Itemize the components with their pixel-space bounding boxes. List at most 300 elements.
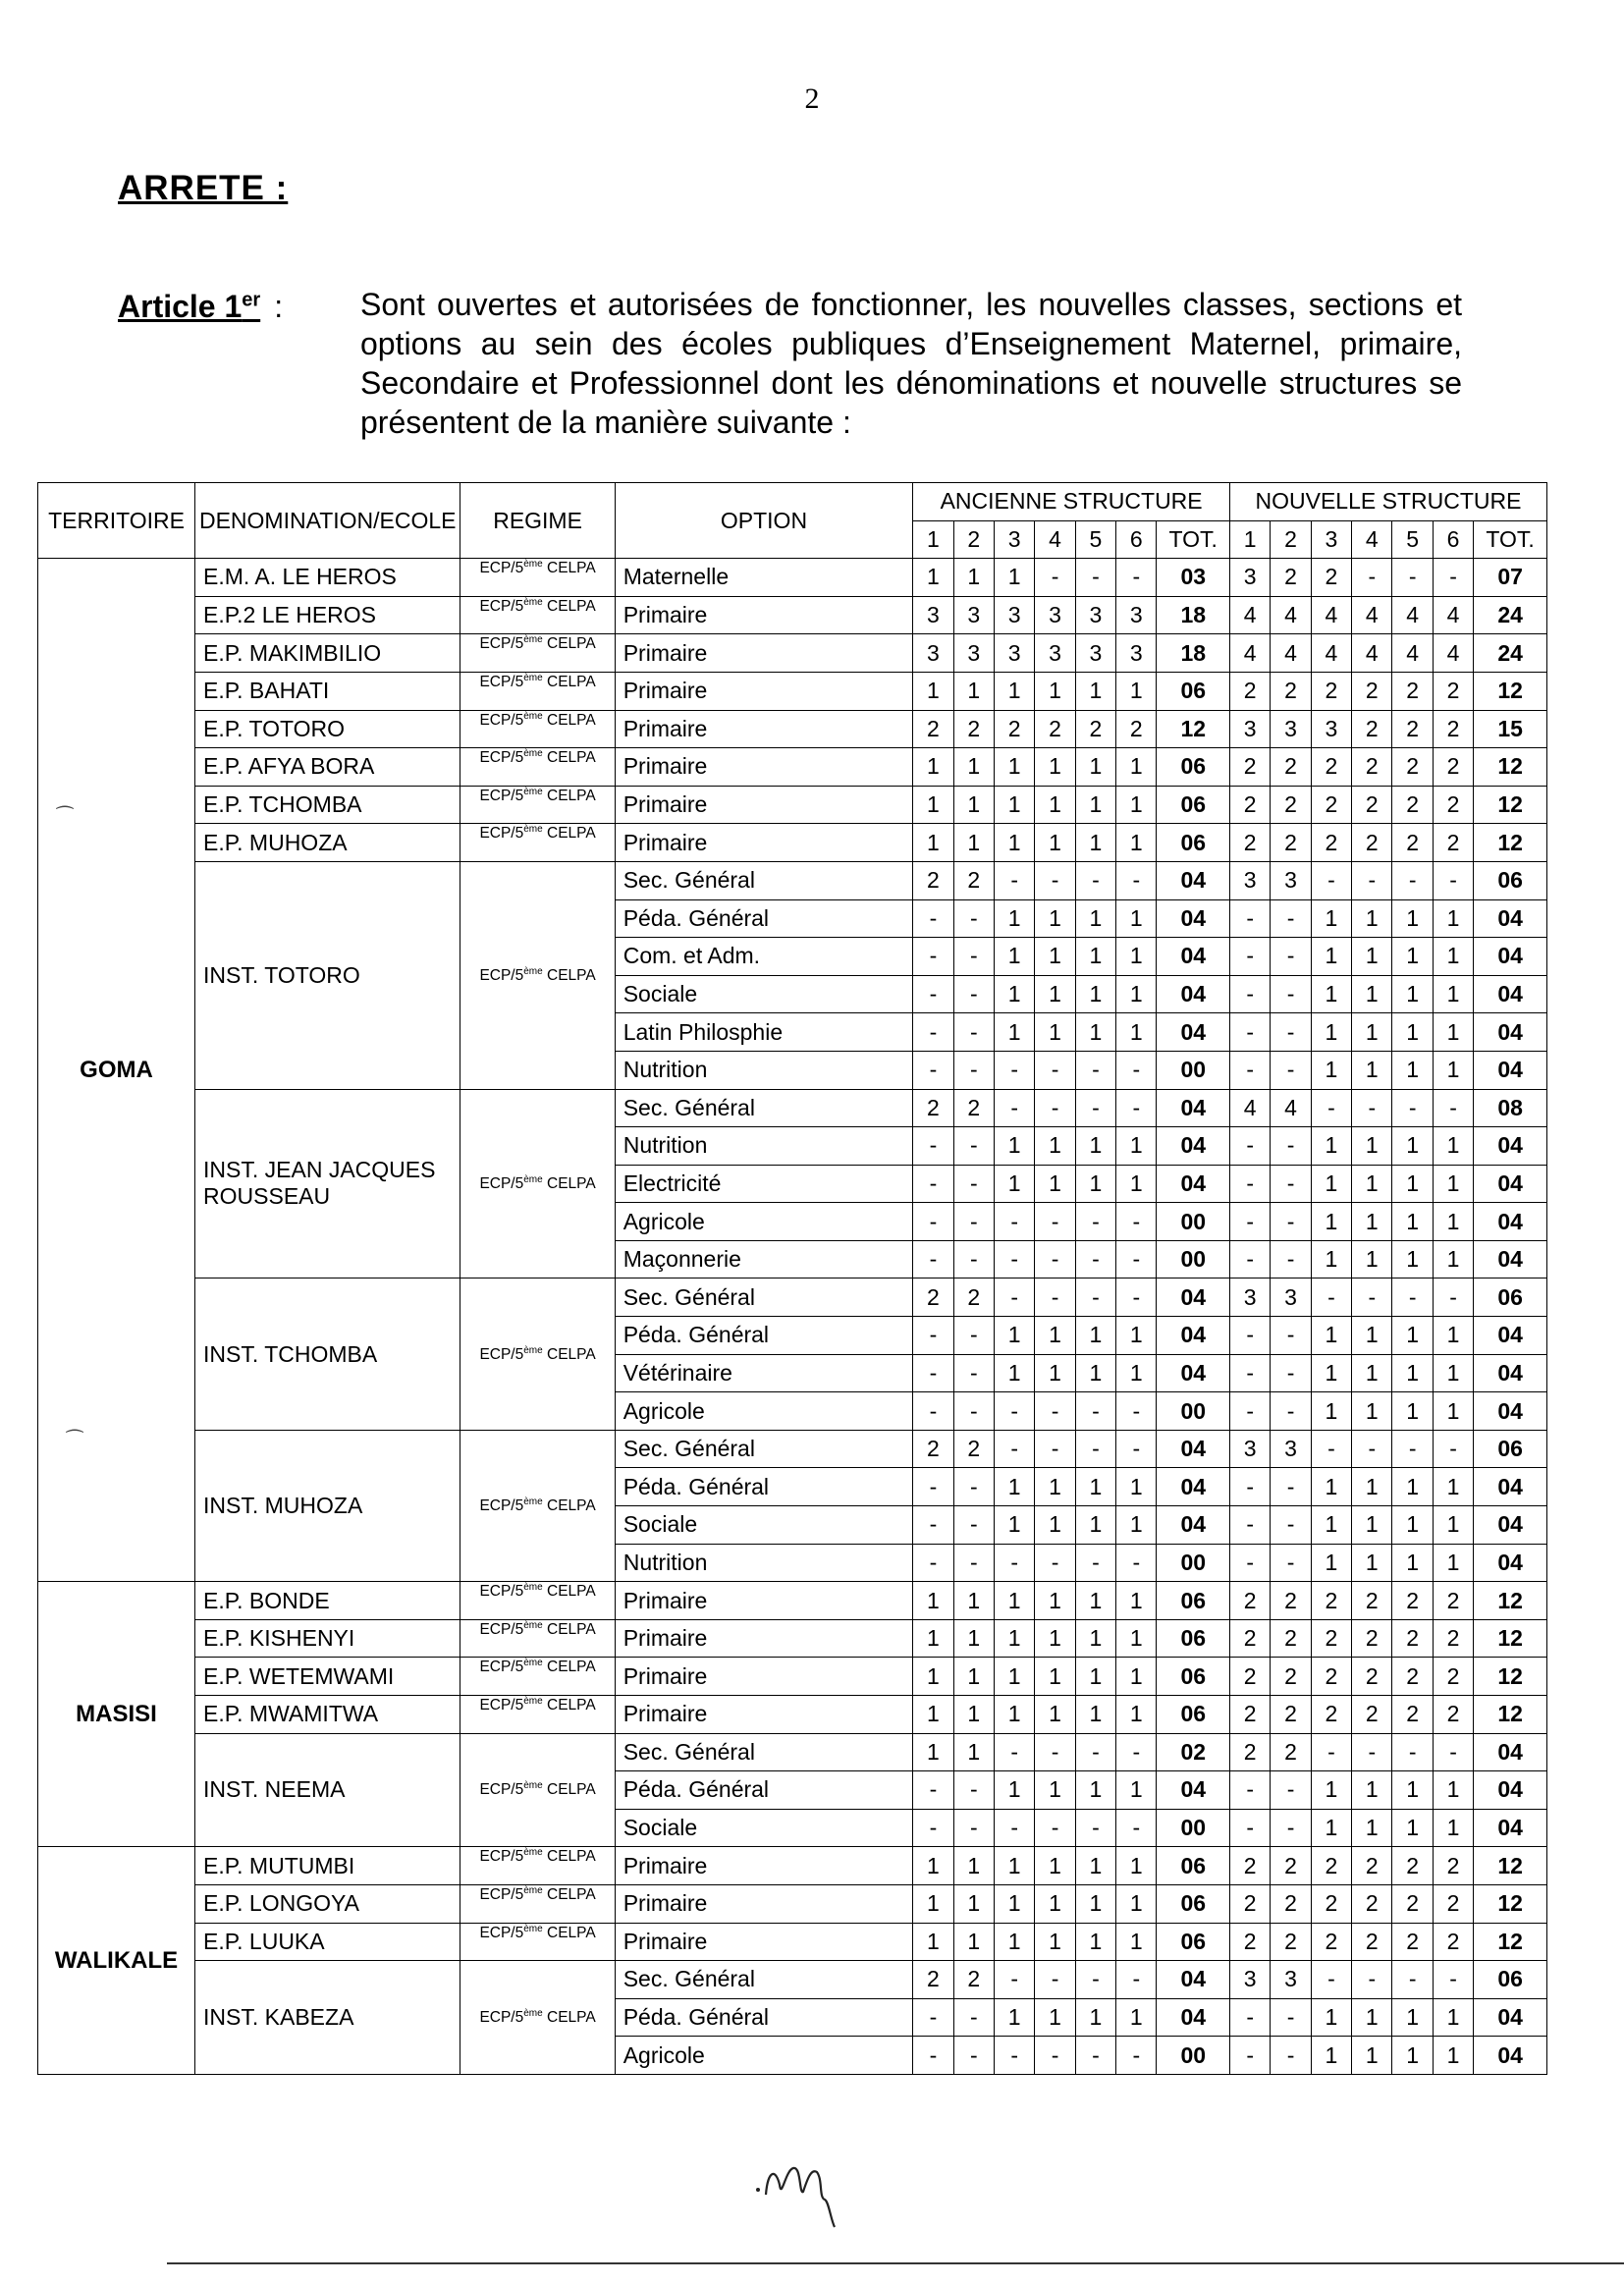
table-row [38,1089,1547,1127]
old-class-cell: 1 [1035,975,1075,1013]
new-class-cell: 2 [1352,672,1392,710]
old-class-cell: - [953,975,994,1013]
old-class-cell: 1 [994,1847,1034,1885]
new-class-cell: 1 [1311,1051,1351,1089]
new-class-cell: 2 [1311,1696,1351,1734]
old-class-cell: - [913,1240,953,1279]
school-name-line: E.P. WETEMWAMI [203,1662,395,1689]
old-class-cell: 1 [1075,1771,1115,1810]
old-class-cell: 1 [913,1847,953,1885]
new-class-cell: - [1433,1430,1473,1468]
new-class-cell: 1 [1433,1392,1473,1431]
new-class-cell: 2 [1433,824,1473,862]
new-class-cell: - [1271,2037,1311,2075]
old-total-cell: 04 [1157,1506,1230,1545]
new-class-cell: - [1271,975,1311,1013]
new-class-cell: 1 [1433,1544,1473,1582]
new-class-cell: 2 [1271,1847,1311,1885]
regime-sup: ème [523,748,543,760]
new-class-cell: 1 [1352,1468,1392,1506]
old-class-cell: - [1035,1544,1075,1582]
new-class-cell: 4 [1433,596,1473,634]
header-class-new: 1 [1229,520,1270,559]
new-class-cell: - [1229,1240,1270,1279]
page-number: 2 [804,82,820,115]
new-class-cell: 2 [1229,1582,1270,1620]
regime-suffix: CELPA [542,674,596,691]
old-class-cell: - [1116,1051,1157,1089]
new-class-cell: 2 [1229,748,1270,787]
old-class-cell: - [994,1089,1034,1127]
new-class-cell: - [1352,1733,1392,1771]
option-cell: Primaire [615,634,913,673]
new-class-cell: 2 [1271,672,1311,710]
new-class-cell: 2 [1392,786,1433,824]
new-class-cell: - [1392,1089,1433,1127]
old-class-cell: 1 [1116,672,1157,710]
new-class-cell: 2 [1271,1619,1311,1658]
new-total-cell: 04 [1474,1203,1547,1241]
new-class-cell: 1 [1392,1317,1433,1355]
old-class-cell: 1 [1075,1127,1115,1166]
new-class-cell: - [1229,1809,1270,1847]
old-class-cell: - [994,1240,1034,1279]
regime-sup: ème [523,1619,543,1631]
new-class-cell: 4 [1229,634,1270,673]
regime-suffix: CELPA [542,2009,596,2027]
new-class-cell: 2 [1271,824,1311,862]
old-class-cell: 1 [913,1923,953,1961]
new-class-cell: 2 [1311,1884,1351,1923]
old-total-cell: 04 [1157,1468,1230,1506]
old-class-cell: - [913,1317,953,1355]
old-total-cell: 04 [1157,1089,1230,1127]
new-class-cell: - [1229,1317,1270,1355]
new-class-cell: 2 [1392,1884,1433,1923]
territory-cell: MASISI [38,1582,195,1847]
old-class-cell: - [1116,1961,1157,1999]
new-class-cell: 4 [1271,634,1311,673]
old-total-cell: 04 [1157,1354,1230,1392]
new-class-cell: 1 [1392,1771,1433,1810]
header-class-old: 6 [1116,520,1157,559]
old-class-cell: 1 [1075,672,1115,710]
old-class-cell: 3 [953,596,994,634]
old-class-cell: 1 [1035,1658,1075,1696]
old-class-cell: 2 [953,861,994,899]
old-total-cell: 02 [1157,1733,1230,1771]
new-class-cell: 2 [1433,1619,1473,1658]
new-class-cell: 2 [1311,1923,1351,1961]
old-class-cell: - [994,1430,1034,1468]
new-class-cell: 3 [1229,710,1270,748]
old-class-cell: 1 [994,1506,1034,1545]
old-total-cell: 04 [1157,1013,1230,1052]
old-class-cell: - [953,899,994,938]
new-total-cell: 06 [1474,1279,1547,1317]
old-total-cell: 06 [1157,1884,1230,1923]
old-total-cell: 00 [1157,1203,1230,1241]
new-class-cell: 2 [1392,824,1433,862]
regime-sup: ème [523,824,543,836]
old-class-cell: - [1116,1203,1157,1241]
new-class-cell: 1 [1392,1240,1433,1279]
new-class-cell: 1 [1392,975,1433,1013]
option-cell: Péda. Général [615,899,913,938]
new-class-cell: 2 [1433,1923,1473,1961]
old-class-cell: - [1116,1089,1157,1127]
new-total-cell: 04 [1474,1354,1547,1392]
old-class-cell: - [994,2037,1034,2075]
old-class-cell: - [1035,1279,1075,1317]
new-class-cell: 1 [1352,1392,1392,1431]
old-class-cell: 1 [913,672,953,710]
old-class-cell: 1 [1075,1468,1115,1506]
option-cell: Sec. Général [615,861,913,899]
new-class-cell: - [1271,899,1311,938]
old-class-cell: 1 [913,1884,953,1923]
new-class-cell: 1 [1392,899,1433,938]
old-class-cell: - [1035,1733,1075,1771]
new-class-cell: 2 [1271,786,1311,824]
old-class-cell: 1 [994,1923,1034,1961]
margin-mark: ⁀ [67,1431,83,1452]
regime-cell [460,1847,615,1885]
regime-sup: ème [523,1582,543,1594]
old-class-cell: - [1075,1051,1115,1089]
article-label-sup: er [242,289,261,311]
new-total-cell: 04 [1474,1809,1547,1847]
old-class-cell: - [913,1998,953,2037]
new-class-cell: 3 [1229,1961,1270,1999]
old-class-cell: 1 [1035,1771,1075,1810]
old-class-cell: 1 [953,1847,994,1885]
new-class-cell: 1 [1392,1468,1433,1506]
new-class-cell: - [1311,1089,1351,1127]
new-class-cell: 2 [1392,1847,1433,1885]
regime-suffix: CELPA [542,1345,596,1363]
school-name-cell [195,1582,460,1620]
header-class-old: 3 [994,520,1034,559]
old-class-cell: - [913,975,953,1013]
old-class-cell: 1 [1035,1468,1075,1506]
option-cell: Primaire [615,1923,913,1961]
old-class-cell: 3 [1075,634,1115,673]
old-class-cell: 2 [913,1430,953,1468]
new-total-cell: 04 [1474,1392,1547,1431]
new-class-cell: 2 [1352,1923,1392,1961]
new-class-cell: 2 [1271,1696,1311,1734]
header-class-old: 4 [1035,520,1075,559]
new-class-cell: - [1271,1165,1311,1203]
new-class-cell: - [1433,559,1473,597]
regime-sup: ème [523,1884,543,1896]
new-class-cell: 4 [1229,596,1270,634]
new-class-cell: 3 [1311,710,1351,748]
header-row-1 [38,483,1547,521]
old-class-cell: - [953,1544,994,1582]
new-class-cell: 2 [1229,1619,1270,1658]
regime-prefix: ECP/5 [479,1175,524,1193]
new-class-cell: 3 [1271,1430,1311,1468]
new-class-cell: - [1271,1203,1311,1241]
option-cell: Péda. Général [615,1317,913,1355]
new-class-cell: 1 [1433,1809,1473,1847]
new-class-cell: 3 [1271,1961,1311,1999]
old-class-cell: 1 [994,1619,1034,1658]
new-class-cell: 1 [1392,1203,1433,1241]
old-total-cell: 18 [1157,596,1230,634]
old-class-cell: 1 [1035,1127,1075,1166]
regime-sup: ème [523,1696,543,1707]
school-name-cell [195,559,460,597]
old-class-cell: 2 [994,710,1034,748]
regime-cell [460,1733,615,1847]
regime-sup: ème [523,1496,543,1507]
school-name-cell [195,1279,460,1430]
regime-sup: ème [523,786,543,797]
new-class-cell: - [1229,2037,1270,2075]
old-class-cell: 1 [1116,975,1157,1013]
new-class-cell: - [1229,1127,1270,1166]
regime-suffix: CELPA [542,1497,596,1515]
old-class-cell: - [913,1544,953,1582]
old-class-cell: - [1035,1203,1075,1241]
option-cell: Sec. Général [615,1279,913,1317]
old-class-cell: 3 [953,634,994,673]
header-tot-new: TOT. [1474,520,1547,559]
new-total-cell: 12 [1474,748,1547,787]
new-class-cell: 1 [1311,975,1351,1013]
old-class-cell: 3 [913,596,953,634]
new-class-cell: 1 [1352,1354,1392,1392]
old-class-cell: 1 [994,672,1034,710]
school-name-line: E.P. BAHATI [203,678,330,704]
regime-prefix: ECP/5 [479,674,524,691]
old-class-cell: - [1035,2037,1075,2075]
new-class-cell: 1 [1311,1354,1351,1392]
school-name-line: E.P. KISHENYI [203,1625,355,1652]
table-row [38,596,1547,634]
header-class-old: 5 [1075,520,1115,559]
new-total-cell: 04 [1474,1733,1547,1771]
option-cell: Vétérinaire [615,1354,913,1392]
old-class-cell: 1 [1075,1884,1115,1923]
old-class-cell: - [1116,2037,1157,2075]
old-class-cell: 1 [994,748,1034,787]
old-total-cell: 06 [1157,748,1230,787]
old-class-cell: 2 [1075,710,1115,748]
new-class-cell: 2 [1392,1923,1433,1961]
new-total-cell: 12 [1474,1619,1547,1658]
old-class-cell: 1 [994,899,1034,938]
old-class-cell: - [1075,1240,1115,1279]
school-name-line: E.P. LUUKA [203,1928,325,1954]
new-class-cell: 2 [1229,786,1270,824]
old-class-cell: - [953,1051,994,1089]
school-name-line: ROUSSEAU [203,1183,331,1210]
regime-suffix: CELPA [542,1583,596,1601]
new-class-cell: - [1433,1089,1473,1127]
article-label [118,289,283,325]
old-class-cell: - [1075,2037,1115,2075]
new-class-cell: - [1392,1961,1433,1999]
new-class-cell: 1 [1392,938,1433,976]
new-class-cell: - [1271,1317,1311,1355]
regime-prefix: ECP/5 [479,597,524,615]
new-class-cell: 2 [1352,710,1392,748]
option-cell: Primaire [615,786,913,824]
new-class-cell: 2 [1433,1847,1473,1885]
new-class-cell: - [1229,975,1270,1013]
old-class-cell: 3 [1116,634,1157,673]
old-class-cell: 1 [1035,1847,1075,1885]
old-class-cell: - [1116,1279,1157,1317]
old-class-cell: 2 [953,710,994,748]
new-class-cell: 2 [1271,1733,1311,1771]
new-class-cell: - [1352,1279,1392,1317]
new-class-cell: 1 [1433,1506,1473,1545]
old-class-cell: 1 [953,1884,994,1923]
old-class-cell: - [1116,1544,1157,1582]
new-class-cell: 2 [1311,748,1351,787]
new-class-cell: 4 [1311,596,1351,634]
table-row [38,861,1547,899]
old-class-cell: 2 [913,1961,953,1999]
new-class-cell: 2 [1392,1582,1433,1620]
old-class-cell: 2 [913,1279,953,1317]
old-total-cell: 06 [1157,824,1230,862]
new-class-cell: 2 [1311,559,1351,597]
new-total-cell: 15 [1474,710,1547,748]
new-class-cell: - [1433,1279,1473,1317]
old-class-cell: - [953,1771,994,1810]
old-class-cell: - [1075,1279,1115,1317]
old-total-cell: 04 [1157,1771,1230,1810]
new-class-cell: 2 [1311,1658,1351,1696]
regime-cell [460,596,615,634]
new-class-cell: 2 [1229,824,1270,862]
option-cell: Péda. Général [615,1468,913,1506]
old-class-cell: 1 [1116,1998,1157,2037]
new-class-cell: 2 [1311,824,1351,862]
new-total-cell: 08 [1474,1089,1547,1127]
old-class-cell: - [1075,1733,1115,1771]
new-class-cell: - [1311,1430,1351,1468]
new-class-cell: - [1392,559,1433,597]
old-class-cell: 1 [1075,1847,1115,1885]
new-class-cell: 1 [1433,1051,1473,1089]
old-class-cell: 1 [913,1658,953,1696]
old-class-cell: - [913,1506,953,1545]
old-total-cell: 06 [1157,1847,1230,1885]
regime-suffix: CELPA [542,560,596,577]
old-class-cell: - [953,1998,994,2037]
new-class-cell: - [1392,1430,1433,1468]
regime-sup: ème [523,1658,543,1669]
old-class-cell: 1 [1035,672,1075,710]
new-class-cell: 1 [1392,1127,1433,1166]
header-class-new: 3 [1311,520,1351,559]
old-class-cell: 1 [1075,1317,1115,1355]
new-class-cell: - [1311,1961,1351,1999]
old-class-cell: - [913,1165,953,1203]
old-total-cell: 04 [1157,1998,1230,2037]
new-class-cell: - [1271,1998,1311,2037]
old-class-cell: - [1116,559,1157,597]
old-class-cell: 1 [953,786,994,824]
old-class-cell: - [953,1013,994,1052]
old-class-cell: 1 [953,748,994,787]
new-class-cell: 1 [1352,1544,1392,1582]
new-class-cell: 2 [1271,1658,1311,1696]
new-class-cell: - [1433,861,1473,899]
new-class-cell: - [1271,1809,1311,1847]
old-class-cell: 1 [994,1127,1034,1166]
regime-cell [460,672,615,710]
school-name-line: INST. TCHOMBA [203,1340,378,1367]
old-total-cell: 00 [1157,1240,1230,1279]
old-class-cell: 1 [1035,1317,1075,1355]
header-class-new: 4 [1352,520,1392,559]
school-name-cell [195,672,460,710]
header-nouvelle-structure: NOUVELLE STRUCTURE [1229,483,1546,521]
school-name-cell [195,710,460,748]
old-class-cell: 3 [1116,596,1157,634]
old-total-cell: 04 [1157,1961,1230,1999]
old-class-cell: 1 [913,1619,953,1658]
regime-cell [460,1961,615,2075]
old-class-cell: - [953,1392,994,1431]
new-class-cell: 1 [1352,1998,1392,2037]
regime-sup: ème [523,1344,543,1356]
new-class-cell: 4 [1392,596,1433,634]
old-class-cell: - [994,1279,1034,1317]
new-class-cell: 1 [1311,1165,1351,1203]
new-class-cell: 1 [1311,1013,1351,1052]
old-class-cell: - [994,1203,1034,1241]
regime-prefix: ECP/5 [479,749,524,767]
old-class-cell: - [953,1354,994,1392]
new-class-cell: - [1271,1771,1311,1810]
new-class-cell: 2 [1352,1884,1392,1923]
regime-suffix: CELPA [542,749,596,767]
old-class-cell: - [1116,1809,1157,1847]
new-class-cell: 2 [1229,1923,1270,1961]
new-class-cell: 2 [1433,1696,1473,1734]
new-class-cell: 2 [1271,1582,1311,1620]
table-row [38,748,1547,787]
table-row [38,824,1547,862]
new-class-cell: 1 [1352,938,1392,976]
new-class-cell: 2 [1433,1582,1473,1620]
old-class-cell: 1 [1035,1582,1075,1620]
new-class-cell: - [1392,1279,1433,1317]
option-cell: Primaire [615,596,913,634]
old-total-cell: 04 [1157,1317,1230,1355]
regime-sup: ème [523,1780,543,1792]
old-total-cell: 03 [1157,559,1230,597]
regime-prefix: ECP/5 [479,1620,524,1638]
old-total-cell: 06 [1157,1658,1230,1696]
old-class-cell: 1 [994,559,1034,597]
school-name-line: INST. NEEMA [203,1776,346,1803]
regime-prefix: ECP/5 [479,966,524,984]
old-total-cell: 04 [1157,1279,1230,1317]
old-class-cell: 1 [1116,1468,1157,1506]
old-class-cell: - [913,1013,953,1052]
initials-signature [746,2141,884,2229]
